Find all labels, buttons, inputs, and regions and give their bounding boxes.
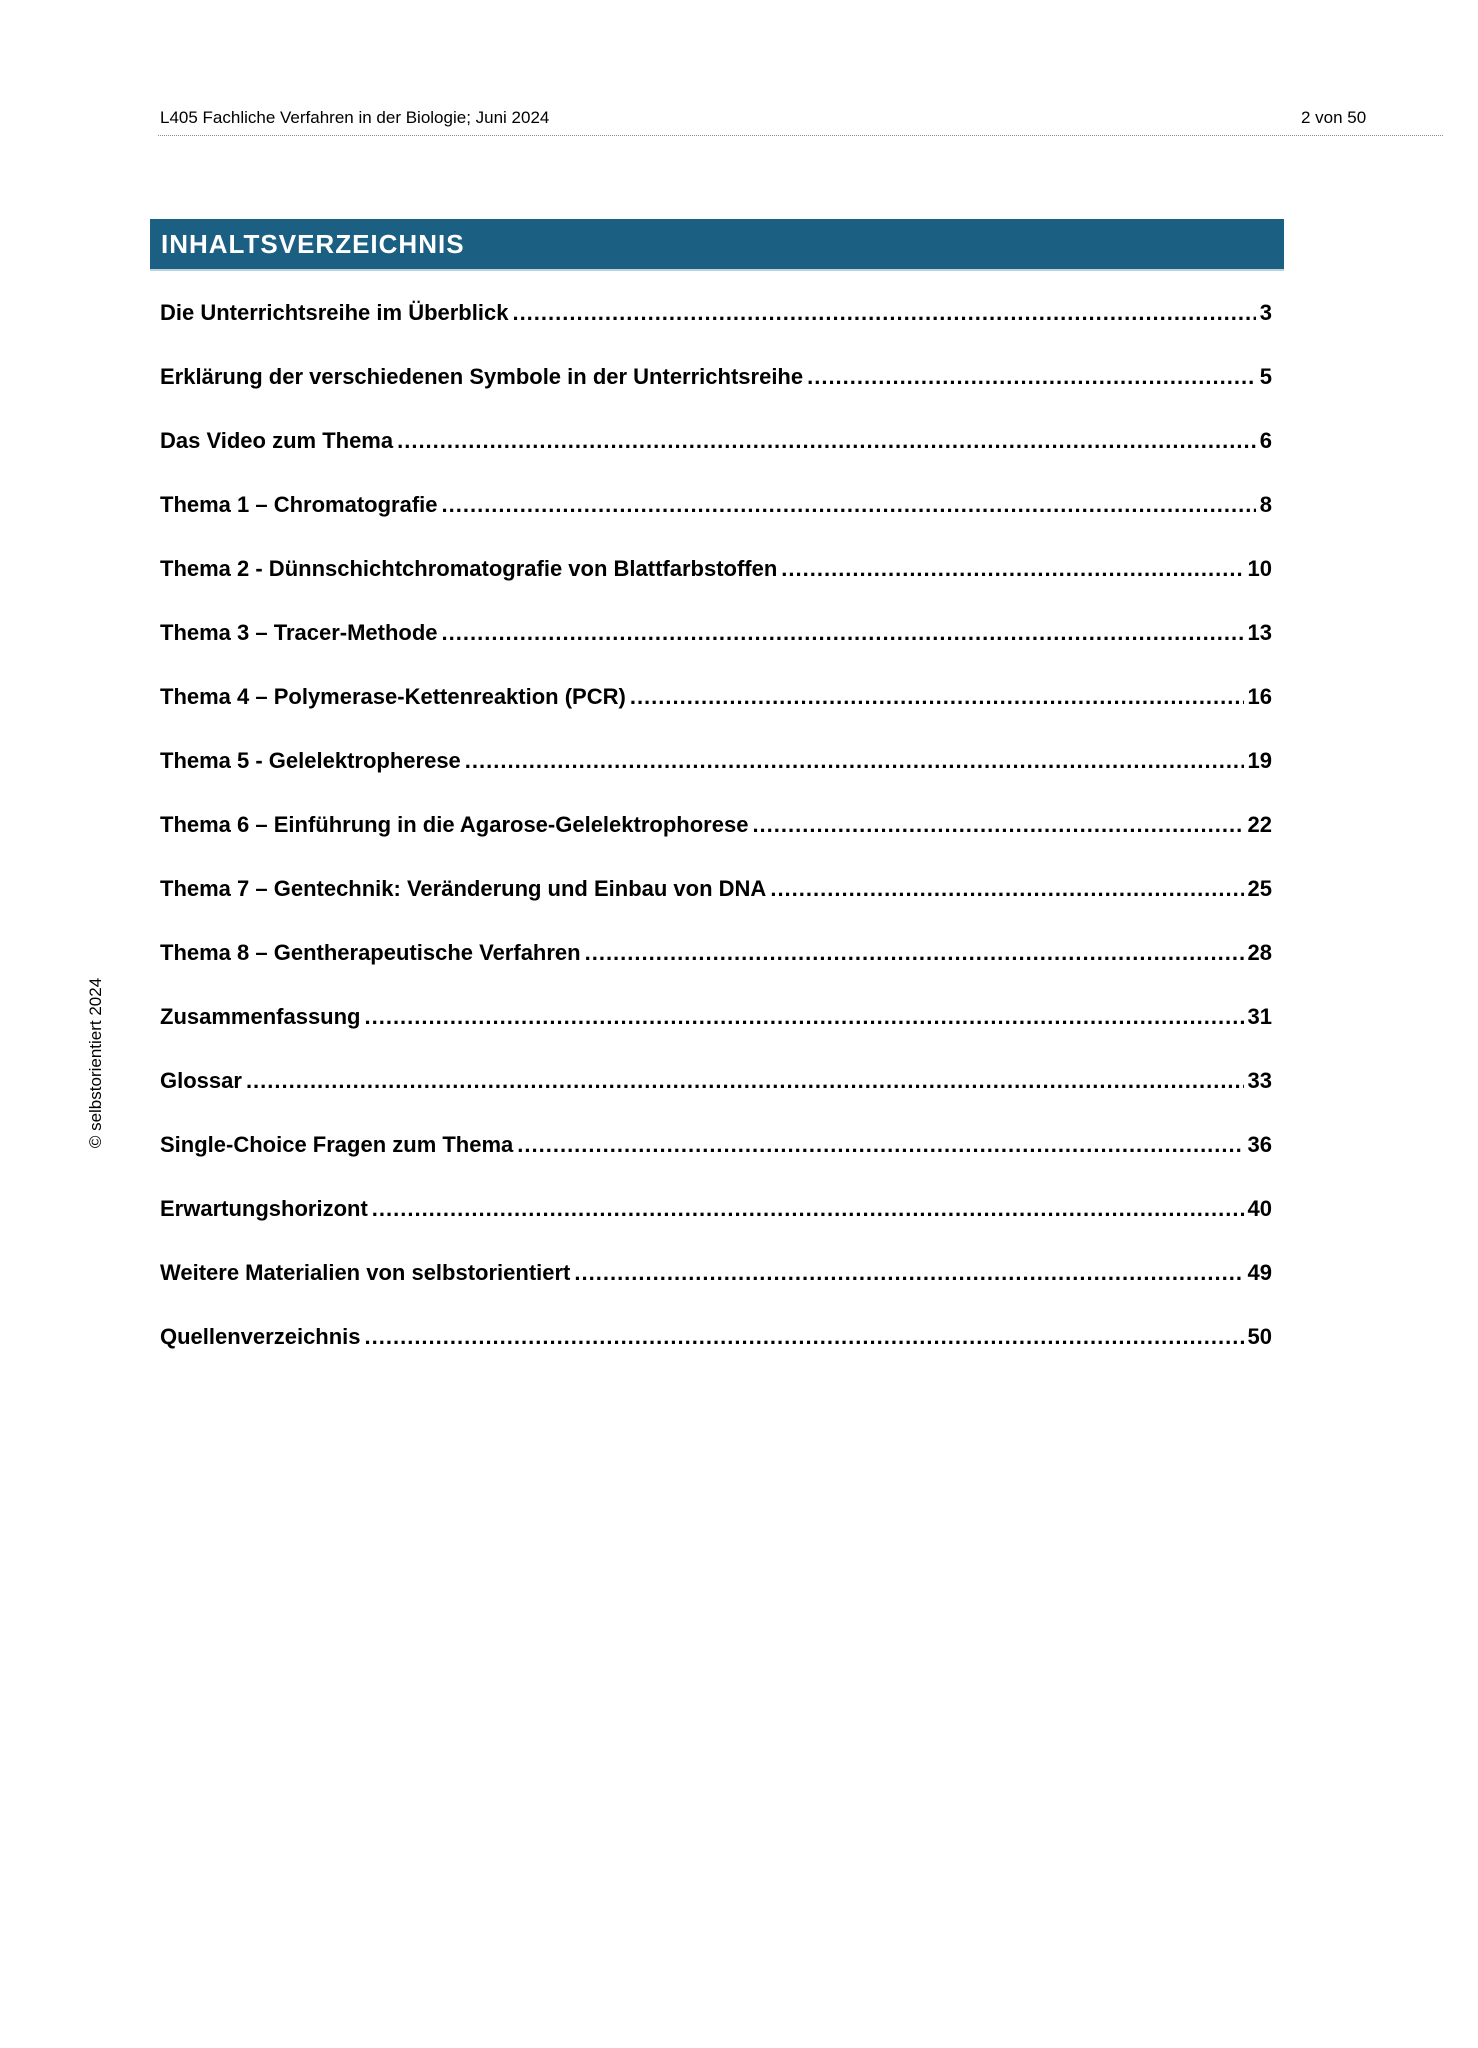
- toc-entry-title: Erwartungshorizont: [160, 1196, 368, 1221]
- toc-entry-title: Thema 7 – Gentechnik: Veränderung und Einbau von DNA: [160, 876, 767, 901]
- toc-entry[interactable]: [160, 684, 1272, 748]
- toc-leader-dots: [574, 1260, 1243, 1286]
- toc-entry-title: Erklärung der verschiedenen Symbole in der Unterrichtsreihe: [160, 364, 804, 389]
- toc-entry-page: 19: [1247, 748, 1272, 773]
- toc-entry-page: 25: [1247, 876, 1272, 901]
- toc-entry-page: 13: [1247, 620, 1272, 645]
- toc-leader-dots: [442, 492, 1256, 518]
- toc-entry[interactable]: [160, 300, 1272, 364]
- toc-entry[interactable]: [160, 748, 1272, 812]
- toc-entry-page: 22: [1247, 812, 1272, 837]
- toc-entry[interactable]: [160, 428, 1272, 492]
- toc-entry[interactable]: [160, 812, 1272, 876]
- toc-entry[interactable]: [160, 1132, 1272, 1196]
- toc-entry[interactable]: [160, 620, 1272, 684]
- toc-entry-page: 8: [1259, 492, 1272, 517]
- toc-entry-page: 5: [1259, 364, 1272, 389]
- toc-leader-dots: [630, 684, 1244, 710]
- toc-entry-title: Zusammenfassung: [160, 1004, 361, 1029]
- toc-leader-dots: [365, 1004, 1244, 1030]
- toc-entry-page: 28: [1247, 940, 1272, 965]
- table-of-contents: [160, 300, 1272, 1388]
- toc-leader-dots: [807, 364, 1256, 390]
- toc-entry-title: Thema 8 – Gentherapeutische Verfahren: [160, 940, 581, 965]
- toc-leader-dots: [465, 748, 1244, 774]
- toc-entry-title: Thema 6 – Einführung in die Agarose-Gelelektrophorese: [160, 812, 749, 837]
- toc-entry[interactable]: [160, 940, 1272, 1004]
- toc-heading: [150, 219, 1284, 269]
- toc-entry[interactable]: [160, 1260, 1272, 1324]
- toc-entry-title: Thema 1 – Chromatografie: [160, 492, 438, 517]
- page-header: [158, 105, 1443, 136]
- page-indicator: 2 von 50: [1301, 108, 1367, 127]
- toc-leader-dots: [442, 620, 1244, 646]
- toc-leader-dots: [752, 812, 1243, 838]
- toc-leader-dots: [512, 300, 1255, 326]
- toc-entry[interactable]: [160, 1324, 1272, 1388]
- toc-entry-title: Das Video zum Thema: [160, 428, 394, 453]
- document-title: L405 Fachliche Verfahren in der Biologie; Juni 2024: [160, 108, 550, 127]
- toc-entry[interactable]: [160, 492, 1272, 556]
- toc-entry-page: 40: [1247, 1196, 1272, 1221]
- toc-leader-dots: [365, 1324, 1244, 1350]
- toc-leader-dots: [585, 940, 1244, 966]
- toc-entry-title: Die Unterrichtsreihe im Überblick: [160, 300, 509, 325]
- toc-entry[interactable]: [160, 364, 1272, 428]
- toc-entry[interactable]: [160, 556, 1272, 620]
- toc-leader-dots: [397, 428, 1256, 454]
- toc-heading-label: INHALTSVERZEICHNIS: [161, 229, 465, 259]
- toc-entry-page: 49: [1247, 1260, 1272, 1285]
- toc-leader-dots: [517, 1132, 1243, 1158]
- toc-leader-dots: [372, 1196, 1244, 1222]
- toc-entry-title: Thema 4 – Polymerase-Kettenreaktion (PCR): [160, 684, 626, 709]
- toc-entry-page: 3: [1259, 300, 1272, 325]
- toc-entry-title: Thema 2 - Dünnschichtchromatografie von Blattfarbstoffen: [160, 556, 778, 581]
- toc-entry-title: Weitere Materialien von selbstorientiert: [160, 1260, 571, 1285]
- toc-entry-title: Thema 3 – Tracer-Methode: [160, 620, 438, 645]
- toc-entry-page: 36: [1247, 1132, 1272, 1157]
- toc-entry-title: Single-Choice Fragen zum Thema: [160, 1132, 514, 1157]
- toc-entry[interactable]: [160, 1196, 1272, 1260]
- toc-entry-page: 10: [1247, 556, 1272, 581]
- copyright-notice: © selbstorientiert 2024: [86, 977, 105, 1149]
- toc-leader-dots: [770, 876, 1243, 902]
- toc-entry-page: 6: [1259, 428, 1272, 453]
- toc-entry-title: Glossar: [160, 1068, 242, 1093]
- toc-entry-page: 50: [1247, 1324, 1272, 1349]
- toc-entry-page: 33: [1247, 1068, 1272, 1093]
- toc-leader-dots: [781, 556, 1243, 582]
- toc-entry-title: Thema 5 - Gelelektropherese: [160, 748, 461, 773]
- toc-entry-page: 31: [1247, 1004, 1272, 1029]
- toc-entry-page: 16: [1247, 684, 1272, 709]
- toc-entry[interactable]: [160, 1004, 1272, 1068]
- toc-entry[interactable]: [160, 1068, 1272, 1132]
- toc-entry-title: Quellenverzeichnis: [160, 1324, 361, 1349]
- toc-entry[interactable]: [160, 876, 1272, 940]
- toc-leader-dots: [246, 1068, 1244, 1094]
